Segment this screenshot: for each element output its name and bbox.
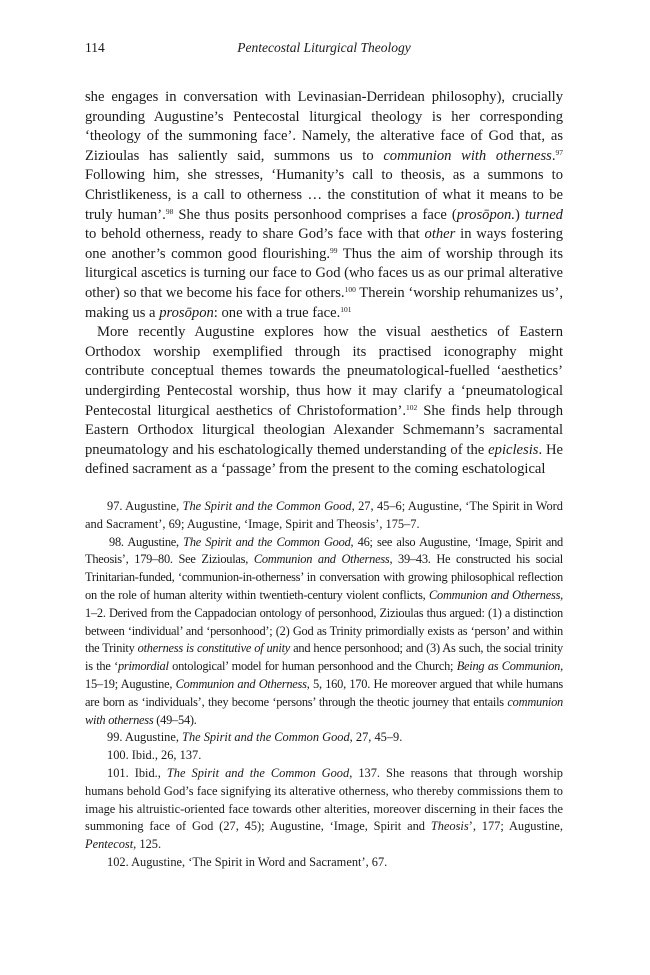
text-run: ) bbox=[514, 206, 525, 223]
text-run: , 137. She reasons that through worship humans behold God’s face signifying its alterative otherness, who thereby commissions them to image his altruistic-oriented face towards other alterities, moreover discerning in their faces the summoning face of God (27, 45); Augustine, ‘Image, Spirit and bbox=[85, 765, 563, 834]
running-head-title: Pentecostal Liturgical Theology bbox=[237, 40, 411, 55]
italic-text: Theosis bbox=[430, 819, 469, 834]
italic-text: primordial bbox=[117, 659, 169, 674]
footnote-98 bbox=[85, 534, 563, 730]
italic-text: other bbox=[424, 226, 456, 243]
text-run: , 27, 45–6; Augustine, ‘The Spirit in Word and Sacrament’, 69; Augustine, ‘Image, Spirit and Theosis’, 175–7. bbox=[85, 499, 563, 531]
footnote-ref[interactable]: 102 bbox=[405, 402, 418, 412]
italic-text: Communion and Otherness bbox=[175, 676, 307, 691]
footnote-101 bbox=[85, 765, 563, 854]
text-run: Thus the aim of worship through its liturgical ascetics is turning our face to God (who faces us as our primal alterative other) so that we become his face for others. bbox=[85, 245, 564, 301]
italic-text: The Spirit and the Common Good bbox=[183, 534, 351, 549]
text-run: ’, 177; Augustine, bbox=[468, 819, 563, 834]
text-run: More recently Augustine explores how the visual aesthetics of Eastern Orthodox worship exemplified through its practised iconography might contribute conceptual themes towards the pneumatological-fuelled ‘aesthetics’ undergirding Pentecostal worship, thus how it may clarify a ‘pneumatological Pentecostal liturgical aesthetics of Christoformation’. bbox=[85, 324, 563, 419]
footnote-100 bbox=[85, 747, 563, 765]
running-head bbox=[85, 40, 563, 62]
text-run: She thus posits personhood comprises a face ( bbox=[173, 206, 457, 223]
text-run: to behold otherness, ready to share God’s face with that bbox=[85, 226, 425, 243]
footnote-ref[interactable]: 101 bbox=[340, 304, 352, 314]
footnotes bbox=[85, 498, 563, 872]
footnote-ref[interactable]: 99 bbox=[330, 245, 338, 255]
text-run: ontological’ model for human personhood and the Church; bbox=[168, 659, 457, 674]
footnote-ref[interactable]: 98 bbox=[165, 206, 174, 216]
italic-text: Communion and Otherness bbox=[253, 552, 390, 567]
italic-text: Communion and Otherness bbox=[429, 587, 561, 602]
text-run: and hence personhood; and (3) As such, the social trinity is the ‘ bbox=[85, 641, 563, 674]
text-run: 101. Ibid., bbox=[107, 765, 167, 780]
footnote-99 bbox=[85, 729, 563, 747]
italic-text: Being as Communion bbox=[456, 659, 561, 674]
text-run: . He defined sacrament as a ‘passage’ from the present to the coming eschatological bbox=[85, 441, 563, 478]
text-run: Therein ‘worship rehumanizes us’, making us a bbox=[85, 284, 563, 321]
italic-text: Pentecost bbox=[85, 837, 134, 852]
italic-text: communion with otherness bbox=[383, 147, 552, 164]
italic-text: otherness is constitutive of unity bbox=[137, 641, 291, 656]
text-run: 102. Augustine, ‘The Spirit in Word and Sacrament’, 67. bbox=[107, 854, 388, 869]
text-run: : one with a true face. bbox=[213, 304, 341, 321]
footnote-ref[interactable]: 100 bbox=[344, 284, 356, 294]
text-run: , 15–19; Augustine, bbox=[85, 659, 563, 691]
body-paragraph bbox=[85, 88, 563, 323]
text-run: (49–54). bbox=[153, 712, 197, 727]
text-run: 98. Augustine, bbox=[109, 534, 184, 549]
page-number: 114 bbox=[85, 40, 105, 55]
italic-text: prosōpon bbox=[159, 304, 214, 321]
italic-text: The Spirit and the Common Good bbox=[166, 765, 350, 780]
text-run: , 5, 160, 170. He moreover argued that while humans are born as ‘individuals’, they become ‘persons’ through the theotic journey that entails bbox=[85, 676, 563, 709]
text-run: , 39–43. He constructed his social Trinitarian-funded, ‘communion-in-otherness’ in conversation with growing philosophical reflection on the role of human alterity within twentieth-century violent conflicts, bbox=[85, 552, 563, 602]
text-run: She finds help through Eastern Orthodox liturgical theologian Alexander Schmemann’s sacramental pneumatology and his eschatologically themed understanding of the bbox=[85, 402, 563, 458]
text-run: . bbox=[551, 147, 556, 164]
text-run: , 27, 45–9. bbox=[349, 730, 403, 745]
footnote-ref[interactable]: 97 bbox=[555, 147, 563, 157]
body-paragraph bbox=[85, 323, 563, 480]
text-run: , 46; see also Augustine, ‘Image, Spirit and Theosis’, 179–80. See Zizioulas, bbox=[85, 534, 563, 567]
text-run: , 1–2. Derived from the Cappadocian ontology of personhood, Zizioulas thus argued: (1) a distinction between ‘individual’ and ‘personhood’; (2) God as Trinity primordially exists as ‘person’ and within the Trinity bbox=[85, 587, 564, 656]
text-run: in ways fostering one another’s common good flourishing. bbox=[85, 226, 563, 262]
italic-text: communion with otherness bbox=[85, 694, 563, 727]
italic-text: The Spirit and the Common Good bbox=[182, 499, 352, 513]
text-run: 97. Augustine, bbox=[107, 499, 183, 513]
footnote-102 bbox=[85, 854, 563, 872]
text-run: 99. Augustine, bbox=[107, 730, 183, 745]
italic-text: turned bbox=[524, 206, 563, 223]
text-run: she engages in conversation with Levinasian-Derridean philosophy), crucially grounding Augustine’s Pentecostal liturgical theology is her corresponding ‘theology of the summoning face’. Namely, the alterative face of God that, as Zizioulas has saliently said, summons us to bbox=[85, 89, 563, 164]
italic-text: epiclesis bbox=[488, 441, 539, 458]
footnote-97 bbox=[85, 498, 563, 534]
italic-text: prosōpon. bbox=[456, 206, 515, 223]
text-run: , 125. bbox=[133, 837, 162, 852]
italic-text: The Spirit and the Common Good bbox=[182, 730, 350, 745]
text-run: Following him, she stresses, ‘Humanity’s call to theosis, as a summons to Christlikeness, is a call to otherness … the constitution of what it means to be truly human’. bbox=[85, 167, 563, 223]
main-text bbox=[85, 88, 563, 480]
text-run: 100. Ibid., 26, 137. bbox=[107, 748, 202, 763]
